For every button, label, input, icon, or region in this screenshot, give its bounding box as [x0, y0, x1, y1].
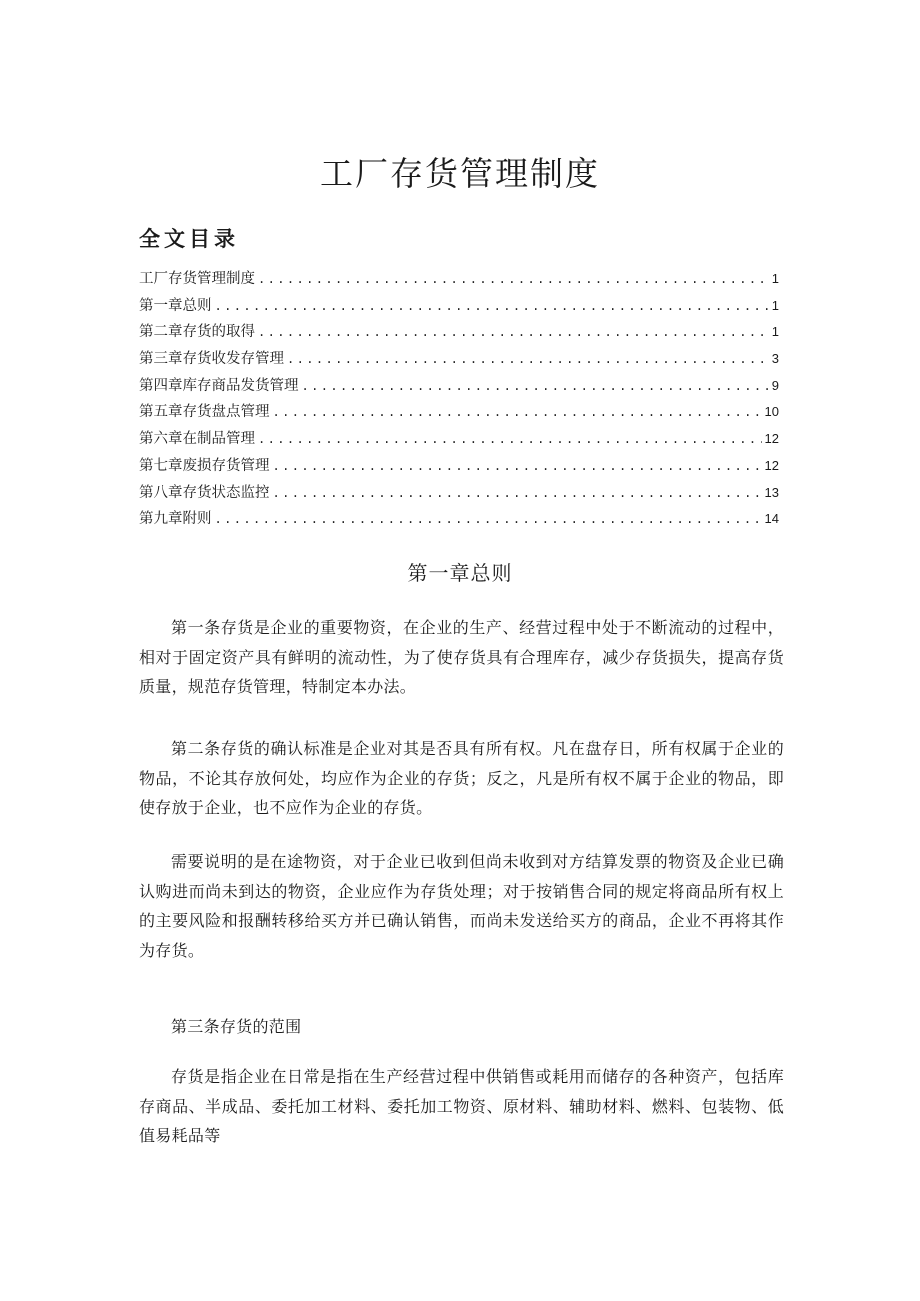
toc-entry-page: 9	[771, 377, 779, 393]
toc-entry-page: 1	[771, 297, 779, 313]
toc-entry-page: 1	[771, 271, 779, 286]
toc-leader-dots	[287, 346, 769, 373]
toc-leader-dots	[273, 399, 762, 426]
toc-leader-dots	[258, 266, 769, 293]
body-paragraph: 第一条存货是企业的重要物资，在企业的生产、经营过程中处于不断流动的过程中，相对于固定资产具有鲜明的流动性，为了使存货具有合理库存，减少存货损失，提高存货质量，规范存货管理，特制定本办法。	[139, 618, 784, 696]
toc-entry-page: 14	[764, 511, 779, 527]
toc-entry-label: 第五章存货盘点管理	[139, 404, 270, 421]
toc-entry-page: 10	[764, 404, 779, 420]
toc-entry-label: 第六章在制品管理	[139, 431, 255, 448]
toc-entry-label: 第七章废损存货管理	[139, 457, 270, 474]
toc-entry-label: 第九章附则	[139, 511, 212, 528]
toc-entry-page: 3	[771, 351, 779, 367]
article-heading: 第三条存货的范围	[171, 1017, 302, 1036]
chapter-heading: 第一章总则	[407, 561, 513, 585]
toc-entry[interactable]	[139, 319, 779, 346]
document-title: 工厂存货管理制度	[320, 154, 600, 193]
toc-entry[interactable]	[139, 480, 779, 507]
toc-entry[interactable]	[139, 453, 779, 480]
toc-leader-dots	[302, 373, 769, 400]
toc-entry-label: 第三章存货收发存管理	[139, 351, 284, 368]
body-paragraph: 存货是指企业在日常是指在生产经营过程中供销售或耗用而储存的各种资产，包括库存商品、半成品、委托加工材料、委托加工物资、原材料、辅助材料、燃料、包装物、低值易耗品等	[139, 1067, 784, 1145]
toc-entry[interactable]	[139, 346, 779, 373]
toc-entry-page: 12	[764, 457, 779, 473]
toc-leader-dots	[258, 426, 762, 453]
toc-entry-page: 13	[764, 484, 779, 500]
toc-entry[interactable]	[139, 293, 779, 320]
body-paragraph: 需要说明的是在途物资，对于企业已收到但尚未收到对方结算发票的物资及企业已确认购进而尚未到达的物资，企业应作为存货处理；对于按销售合同的规定将商品所有权上的主要风险和报酬转移给买方并已确认销售，而尚未发送给买方的商品，企业不再将其作为存货。	[139, 852, 784, 960]
toc-leader-dots	[258, 319, 769, 346]
toc-entry-label: 第八章存货状态监控	[139, 484, 270, 501]
toc-leader-dots	[273, 480, 762, 507]
toc-entry[interactable]	[139, 266, 779, 293]
toc-entry[interactable]	[139, 506, 779, 533]
toc-entry[interactable]	[139, 373, 779, 400]
toc-entry-label: 第四章库存商品发货管理	[139, 377, 299, 394]
toc-leader-dots	[273, 453, 762, 480]
toc-heading: 全文目录	[139, 226, 239, 251]
toc-leader-dots	[215, 293, 769, 320]
toc-entry-label: 第一章总则	[139, 297, 212, 314]
toc-leader-dots	[215, 506, 762, 533]
toc-entry-page: 1	[771, 324, 779, 340]
toc-entry-page: 12	[764, 431, 779, 447]
body-paragraph: 第二条存货的确认标准是企业对其是否具有所有权。凡在盘存日，所有权属于企业的物品，不论其存放何处，均应作为企业的存货；反之，凡是所有权不属于企业的物品，即使存放于企业，也不应作为企业的存货。	[139, 739, 784, 817]
toc-entry-label: 第二章存货的取得	[139, 324, 255, 341]
toc-entry[interactable]	[139, 426, 779, 453]
toc-entry[interactable]	[139, 399, 779, 426]
toc-entry-label: 工厂存货管理制度	[139, 271, 255, 287]
table-of-contents	[139, 266, 779, 533]
